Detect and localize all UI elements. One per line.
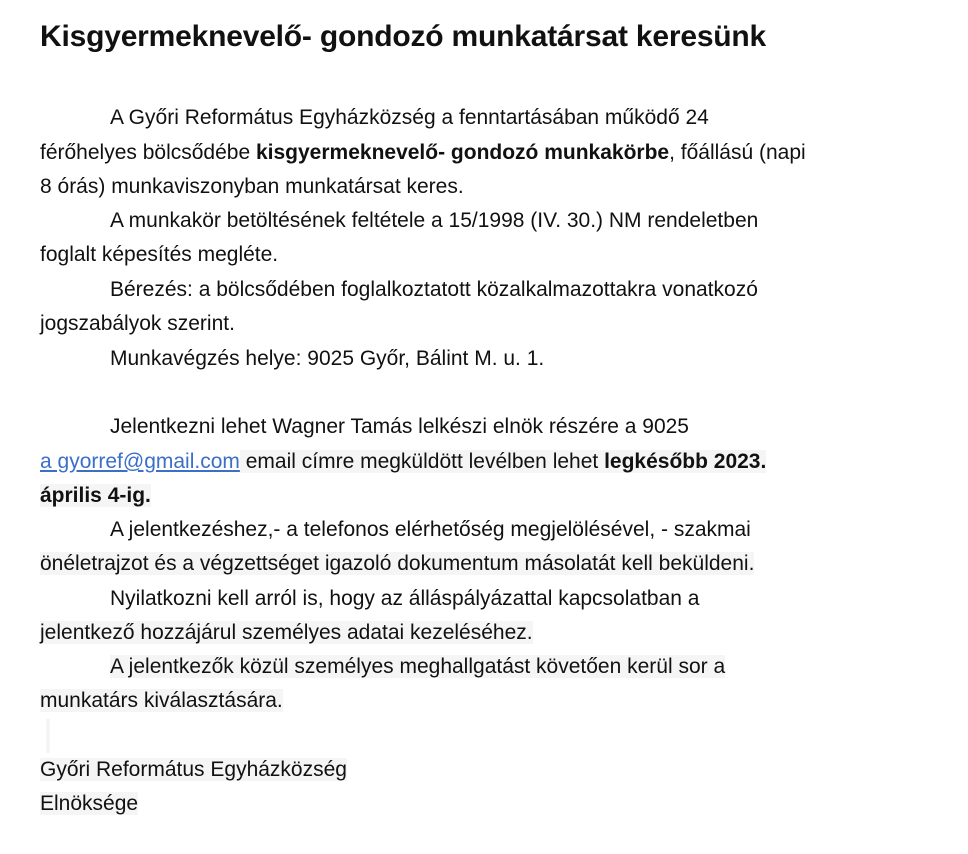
paragraph-5-line-1: Jelentkezni lehet Wagner Tamás lelkészi elnök részére a 9025 bbox=[110, 415, 689, 438]
empty-shaded-line bbox=[46, 719, 50, 753]
paragraph-8-text: A jelentkezők közül személyes meghallgatást követően kerül sor a bbox=[110, 655, 726, 678]
paragraph-8-text-end: munkatárs kiválasztására. bbox=[40, 689, 283, 712]
paragraph-1-line-3: 8 órás) munkaviszonyban munkatársat keres. bbox=[40, 175, 464, 198]
paragraph-2-line-1: A munkakör betöltésének feltétele a 15/1998 (IV. 30.) NM rendeletben bbox=[110, 209, 759, 232]
paragraph-1-line-2 bbox=[40, 136, 806, 170]
email-link[interactable]: a gyorref@gmail.com bbox=[40, 450, 240, 473]
paragraph-6-line-2 bbox=[40, 547, 754, 581]
deadline-bold: legkésőbb 2023. bbox=[604, 450, 767, 473]
paragraph-7-text: jelentkező hozzájárul személyes adatai kezeléséhez. bbox=[40, 621, 533, 644]
paragraph-6-line-1: A jelentkezéshez,- a telefonos elérhetőség megjelölésével, - szakmai bbox=[110, 518, 751, 541]
signature-line-1 bbox=[40, 753, 347, 787]
deadline-date: április 4-ig. bbox=[40, 484, 151, 507]
paragraph-5-text: email címre megküldött levélben lehet bbox=[239, 450, 605, 473]
paragraph-5-line-3 bbox=[40, 479, 151, 513]
signature-line-2 bbox=[40, 787, 138, 821]
paragraph-5-line-2 bbox=[40, 445, 766, 479]
paragraph-7-line-2 bbox=[40, 616, 533, 650]
paragraph-1-line-1: A Győri Református Egyházközség a fenntartásában működő 24 bbox=[110, 106, 709, 129]
paragraph-1-text: férőhelyes bölcsődébe bbox=[40, 141, 256, 164]
paragraph-7-line-1: Nyilatkozni kell arról is, hogy az álláspályázattal kapcsolatban a bbox=[110, 587, 700, 610]
paragraph-2-line-2: foglalt képesítés megléte. bbox=[40, 243, 279, 266]
paragraph-3-line-1: Bérezés: a bölcsődében foglalkoztatott közalkalmazottakra vonatkozó bbox=[110, 278, 758, 301]
paragraph-1-text-end: , főállású (napi bbox=[669, 141, 806, 164]
paragraph-8-line-1 bbox=[110, 650, 725, 684]
signature-body: Elnöksége bbox=[40, 792, 139, 815]
paragraph-3-line-2: jogszabályok szerint. bbox=[40, 312, 235, 335]
job-role-bold: kisgyermeknevelő- gondozó munkakörbe bbox=[255, 141, 670, 164]
paragraph-4-line-1: Munkavégzés helye: 9025 Győr, Bálint M. u. 1. bbox=[110, 347, 545, 370]
paragraph-6-text: önéletrajzot és a végzettséget igazoló dokumentum másolatát kell beküldeni. bbox=[40, 552, 755, 575]
signature-organization: Győri Református Egyházközség bbox=[40, 758, 347, 781]
page-title: Kisgyermeknevelő- gondozó munkatársat keresünk bbox=[40, 20, 767, 53]
paragraph-8-line-2 bbox=[40, 684, 283, 718]
